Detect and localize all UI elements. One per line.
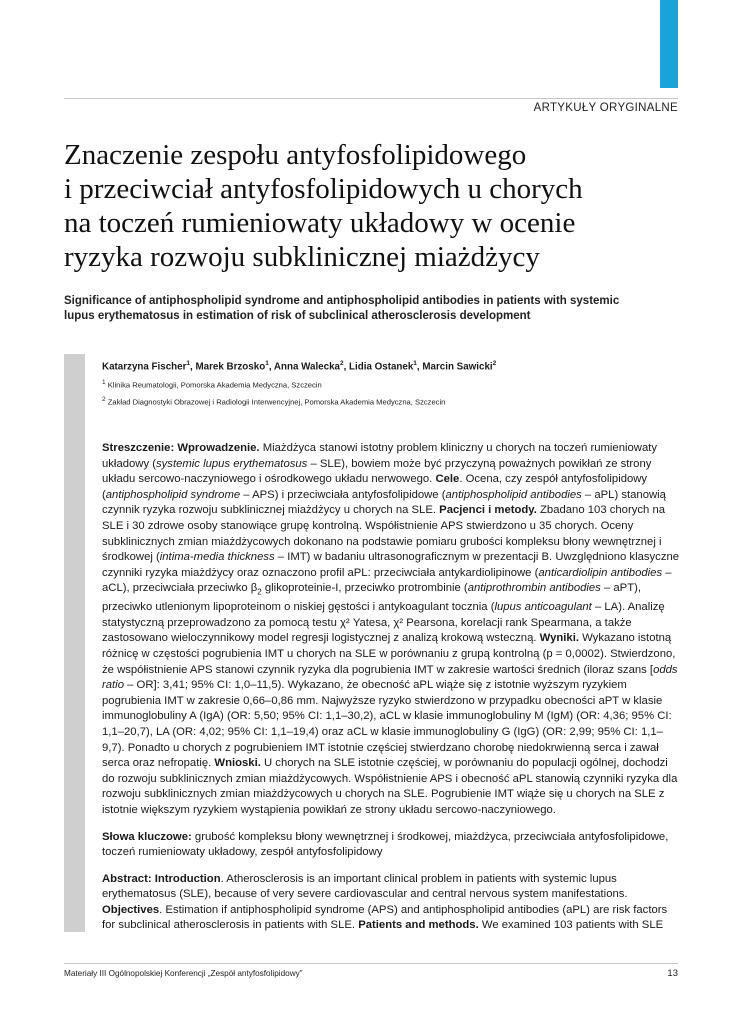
abstract-text-run: Objectives (102, 903, 160, 916)
abstract-text-run: – aPL) stanowią czynnik ryzyka rozwoju subklinicznej miażdżycy u chorych na SLE. (102, 488, 666, 517)
keywords-text-run: grubość kompleksu błony wewnętrznej i środkowej, miażdżyca, przeciwciała antyfosfolipidowe, toczeń rumieniowaty układowy, zespół antyfosfolipidowy (102, 830, 669, 859)
abstract-text-run: . Ocena, czy zespół antyfosfolipidowy ( (102, 473, 648, 501)
abstract-text-run: antiphospholipid antibodies (445, 488, 582, 501)
abstract-text-run: Abstract: Introduction (102, 872, 221, 885)
abstract-text-run: antiprothrombin antibodies (467, 582, 601, 595)
title-line: ryzyka rozwoju subklinicznej miażdżycy (64, 241, 540, 273)
abstract-text-run: intima-media thickness (159, 551, 275, 564)
abstract-text-run: – IMT) w badaniu ultrasonograficznym w prezentacji B. Uwzględniono klasyczne czynniki ryzyka miażdżycy oraz oznaczono profil aPL: przeciwciała antykardiolipinowe ( (102, 551, 680, 579)
author-separator: , (268, 361, 274, 373)
abstract-block (102, 441, 682, 934)
abstract-text-run: lupus anticoagulant (494, 601, 592, 614)
author-separator: , (343, 361, 350, 373)
section-label: ARTYKUŁY ORYGINALNE (533, 102, 678, 114)
abstract-text-run: – LA). Analizę statystyczną przeprowadzono za pomocą testu χ² Yatesa, χ² Pearsona, korelacji rank Spearmana, a także zastosowano wieloczynnikowy model regresji logistycznej z analizą krokową wsteczną. (102, 601, 665, 645)
abstract-text-run: . Estimation if antiphospholipid syndrome (APS) and antiphospholipid antibodies (aPL) are risk factors for subclinical atherosclerosis in patients with SLE. (102, 903, 668, 932)
abstract-text-run: Streszczenie: Wprowadzenie. (102, 442, 260, 454)
abstract-text-run: Wyniki. (539, 632, 579, 645)
author-list (102, 360, 496, 372)
author-name: Marcin Sawicki (422, 361, 493, 373)
abstract-text-run: U chorych na SLE istotnie częściej, w porównaniu do populacji ogólnej, dochodzi do rozwoju subklinicznych zmian miażdżycowych. Współistnienie APS i obecność aPL stanowią czynniki ryzyka dla rozwoju subklinicznych zmian miażdżycowych u chorych na SLE. Pogrubienie IMT wiąże się u chorych na SLE z istotnie większym ryzykiem wystąpienia powikłań ze strony układu sercowo-naczyniowego. (102, 757, 678, 816)
author-affiliation-number: 1 (413, 360, 417, 367)
abstract-text-run: Patients and methods. (358, 919, 479, 932)
author-separator: , (416, 361, 423, 373)
abstract-side-bar (64, 354, 85, 932)
affiliation-2 (102, 396, 445, 407)
english-title: Significance of antiphospholipid syndrome and antiphospholipid antibodies in patients with systemic lupus erythematosus in estimation of risk of subclinical atherosclerosis development (64, 295, 620, 322)
affiliation-number: 1 (102, 379, 106, 386)
author-name: Katarzyna Fischer (102, 361, 187, 373)
abstract-text-run: – APS) i przeciwciała antyfosfolipidowe ( (240, 488, 446, 501)
abstract-text-run: Wykazano istotną różnicę w częstości pogrubienia IMT u chorych na SLE w porównaniu z grupą kontrolną (p = 0,0002). Stwierdzono, że współistnienie APS stanowi czynnik ryzyka dla pogrubienia IMT w zakresie wartości średnich (iloraz szans [ (102, 632, 676, 676)
abstract-text-run: systemic lupus erythematosus (156, 457, 308, 470)
footer-conference: Materiały III Ogólnopolskiej Konferencji „Zespół antyfosfolipidowy” (64, 969, 303, 978)
abstract-text-run: Miażdżyca stanowi istotny problem kliniczny u chorych na toczeń rumieniowaty układowy ( (102, 442, 658, 470)
title-line: Znaczenie zespołu antyfosfolipidowego (64, 139, 527, 171)
abstract-text-run: We examined 103 patients with SLE (478, 919, 664, 932)
author-affiliation-number: 2 (339, 360, 344, 367)
author-affiliation-number: 1 (186, 360, 191, 367)
abstract-text-run: anticardiolipin antibodies (538, 566, 663, 579)
abstract-text-run: – aCL), przeciwciała przeciwko β (102, 566, 672, 595)
abstract-text-run: Zbadano 103 chorych na SLE i 30 zdrowe osoby stanowiące grupę kontrolną. Współistnienie APS stwierdzono u 35 chorych. Oceny subklinicznych zmian miażdżycowych dokonano na podstawie pomiaru grubości kompleksu błony wewnętrznej i środkowej ( (102, 504, 666, 564)
author-separator: , (190, 361, 196, 373)
author-name: Lidia Ostanek (349, 361, 414, 373)
page-number: 13 (667, 968, 678, 979)
abstract-text-run: antiphospholipid syndrome (105, 488, 241, 501)
abstract-text-run: Wnioski. (214, 757, 261, 770)
abstract-text-run: glikoproteinie-I, przeciwko protrombinie ( (261, 582, 468, 595)
affiliation-text: Klinika Reumatologii, Pomorska Akademia Medyczna, Szczecin (105, 380, 322, 390)
author-affiliation-number: 1 (265, 360, 269, 367)
abstract-text-run: – SLE), bowiem może być przyczyną poważnych powikłań ze strony układu sercowo-naczyniowego i ośrodkowego układu nerwowego. (102, 457, 652, 486)
author-name: Anna Walecka (273, 361, 340, 373)
affiliation-text: Zakład Diagnostyki Obrazowej i Radiologii Interwencyjnej, Pomorska Akademia Medyczna, Szczecin (105, 397, 446, 407)
abstract-text-run: – OR]: 3,41; 95% CI: 1,0–11,5). Wykazano, że obecność aPL wiąże się z istotnie wyższym ryzykiem pogrubienia IMT w zakresie 0,66–0,86 mm. Najwyższe ryzyko stwierdzono w przypadku obecności aPT w klasie immunoglobuliny A (IgA) (OR: 5,50; 95% CI: 1,1–30,2), aCL w klasie immunoglobuliny M (IgM) (OR: 4,36; 95% CI: 1,1–20,7), LA (OR: 4,02; 95% CI: 1,1–19,4) oraz aCL w klasie immunoglobuliny G (IgG) (OR: 2,99; 95% CI: 1,1–9,7). Ponadto u chorych z pogrubieniem IMT istotnie częściej stwierdzano chorobę niedokrwienną serca i zawał serca oraz nefropatię. (102, 679, 672, 770)
abstract-text-run: – aPT), przeciwko utlenionym lipoproteinom o niskiej gęstości i antykoagulant tocznia ( (102, 582, 642, 614)
footer-divider (64, 963, 678, 964)
abstract-english (102, 872, 682, 934)
abstract-text-run: 2 (257, 587, 262, 597)
title-line: na toczeń rumieniowaty układowy w ocenie (64, 207, 576, 239)
top-divider (64, 98, 678, 99)
abstract-polish (102, 441, 682, 819)
abstract-text-run: odds ratio (102, 663, 678, 692)
accent-bar (660, 0, 678, 88)
abstract-text-run: . Atherosclerosis is an important clinical problem in patients with systemic lupus erythematosus (SLE), because of very severe cardiovascular and central nervous system manifestations. (102, 872, 628, 901)
author-affiliation-number: 2 (492, 360, 497, 367)
abstract-text-run: Cele (435, 473, 460, 486)
author-name: Marek Brzosko (195, 361, 266, 373)
title-line: i przeciwciał antyfosfolipidowych u chorych (64, 173, 583, 205)
affiliation-number: 2 (102, 396, 106, 403)
affiliation-1 (102, 379, 322, 390)
article-title (64, 138, 644, 274)
keywords-text-run: Słowa kluczowe: (102, 830, 192, 843)
keywords (102, 830, 682, 861)
abstract-text-run: Pacjenci i metody. (439, 504, 537, 517)
